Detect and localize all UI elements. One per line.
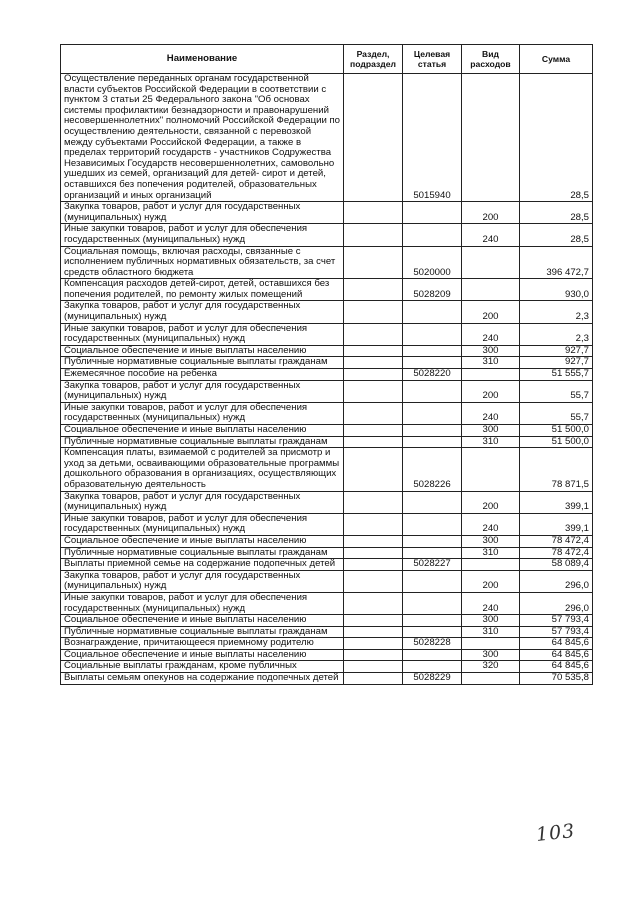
cell-target: 5028209	[403, 279, 462, 301]
cell-section	[344, 592, 403, 614]
cell-target	[403, 323, 462, 345]
cell-target	[403, 491, 462, 513]
table-row	[61, 202, 593, 224]
cell-section	[344, 649, 403, 661]
header-target: Целевая статья	[403, 45, 462, 74]
cell-section	[344, 638, 403, 650]
cell-target	[403, 626, 462, 638]
cell-target	[403, 436, 462, 448]
cell-kind: 200	[462, 202, 520, 224]
cell-kind: 240	[462, 402, 520, 424]
cell-name: Иные закупки товаров, работ и услуг для обеспечения государственных (муниципальных) нужд	[61, 513, 344, 535]
cell-section	[344, 425, 403, 437]
cell-target	[403, 649, 462, 661]
cell-kind: 310	[462, 436, 520, 448]
cell-section	[344, 513, 403, 535]
cell-target	[403, 547, 462, 559]
cell-sum: 28,5	[520, 74, 593, 202]
cell-kind: 300	[462, 649, 520, 661]
cell-target	[403, 425, 462, 437]
cell-section	[344, 673, 403, 685]
cell-section	[344, 345, 403, 357]
cell-target	[403, 402, 462, 424]
table-body	[61, 74, 593, 685]
cell-kind	[462, 369, 520, 381]
table-row	[61, 491, 593, 513]
table-row	[61, 615, 593, 627]
table-row	[61, 301, 593, 323]
cell-section	[344, 626, 403, 638]
cell-section	[344, 570, 403, 592]
cell-name: Социальное обеспечение и иные выплаты населению	[61, 615, 344, 627]
cell-sum: 55,7	[520, 402, 593, 424]
cell-name: Социальное обеспечение и иные выплаты населению	[61, 345, 344, 357]
cell-section	[344, 661, 403, 673]
cell-name: Выплаты приемной семье на содержание подопечных детей	[61, 559, 344, 571]
cell-sum: 78 472,4	[520, 535, 593, 547]
table-row	[61, 345, 593, 357]
table-row	[61, 402, 593, 424]
cell-target: 5028226	[403, 448, 462, 491]
table-row	[61, 74, 593, 202]
cell-sum: 296,0	[520, 570, 593, 592]
cell-name: Закупка товаров, работ и услуг для государственных (муниципальных) нужд	[61, 491, 344, 513]
cell-section	[344, 547, 403, 559]
cell-kind	[462, 559, 520, 571]
cell-section	[344, 369, 403, 381]
cell-sum: 396 472,7	[520, 246, 593, 279]
cell-section	[344, 380, 403, 402]
cell-name: Компенсация платы, взимаемой с родителей за присмотр и уход за детьми, осваивающими образовательные программы дошкольного образования в организациях, осуществляющих образовательную деятельность	[61, 448, 344, 491]
cell-target: 5028228	[403, 638, 462, 650]
cell-target: 5020000	[403, 246, 462, 279]
table-row	[61, 661, 593, 673]
cell-kind: 240	[462, 224, 520, 246]
cell-target	[403, 380, 462, 402]
table-row	[61, 279, 593, 301]
cell-sum: 399,1	[520, 491, 593, 513]
cell-section	[344, 448, 403, 491]
cell-kind	[462, 673, 520, 685]
cell-kind: 200	[462, 380, 520, 402]
header-kind: Вид расходов	[462, 45, 520, 74]
cell-section	[344, 224, 403, 246]
cell-sum: 930,0	[520, 279, 593, 301]
cell-kind: 300	[462, 425, 520, 437]
cell-name: Социальное обеспечение и иные выплаты населению	[61, 535, 344, 547]
cell-sum: 927,7	[520, 345, 593, 357]
table-row	[61, 649, 593, 661]
cell-kind: 240	[462, 513, 520, 535]
table-row	[61, 380, 593, 402]
cell-section	[344, 246, 403, 279]
cell-section	[344, 402, 403, 424]
cell-name: Иные закупки товаров, работ и услуг для обеспечения государственных (муниципальных) нужд	[61, 323, 344, 345]
cell-name: Закупка товаров, работ и услуг для государственных (муниципальных) нужд	[61, 380, 344, 402]
cell-name: Иные закупки товаров, работ и услуг для обеспечения государственных (муниципальных) нужд	[61, 224, 344, 246]
cell-sum: 57 793,4	[520, 626, 593, 638]
cell-target	[403, 592, 462, 614]
cell-name: Социальное обеспечение и иные выплаты населению	[61, 425, 344, 437]
table-row	[61, 357, 593, 369]
cell-kind	[462, 246, 520, 279]
table-row	[61, 369, 593, 381]
cell-kind	[462, 279, 520, 301]
cell-kind: 200	[462, 301, 520, 323]
cell-name: Осуществление переданных органам государственной власти субъектов Российской Федерации в соответствии с пунктом 3 статьи 25 Федерального закона "Об основах системы профилактики безнадзорности и правонарушений несовершеннолетних" полномочий Российской Федерации по осуществлению деятельности, связанной с перевозкой между субъектами Российской Федерации, а также в пределах территорий государств - участников Содружества Независимых Государств несовершеннолетних, самовольно ушедших из семей, организаций для детей- сирот и детей, оставшихся без попечения родителей, образовательных организаций и иных организаций	[61, 74, 344, 202]
table-row	[61, 436, 593, 448]
cell-name: Закупка товаров, работ и услуг для государственных (муниципальных) нужд	[61, 301, 344, 323]
cell-kind: 310	[462, 357, 520, 369]
cell-target: 5028227	[403, 559, 462, 571]
cell-target	[403, 535, 462, 547]
cell-kind	[462, 638, 520, 650]
cell-kind: 310	[462, 547, 520, 559]
cell-name: Публичные нормативные социальные выплаты гражданам	[61, 547, 344, 559]
table-row	[61, 224, 593, 246]
cell-sum: 51 500,0	[520, 425, 593, 437]
cell-kind	[462, 74, 520, 202]
cell-kind: 200	[462, 570, 520, 592]
cell-target	[403, 661, 462, 673]
cell-sum: 2,3	[520, 323, 593, 345]
budget-table	[60, 44, 593, 685]
table-row	[61, 425, 593, 437]
cell-sum: 927,7	[520, 357, 593, 369]
cell-kind: 300	[462, 615, 520, 627]
table-row	[61, 535, 593, 547]
cell-section	[344, 559, 403, 571]
cell-section	[344, 436, 403, 448]
cell-name: Публичные нормативные социальные выплаты гражданам	[61, 436, 344, 448]
cell-target	[403, 301, 462, 323]
cell-kind: 200	[462, 491, 520, 513]
cell-kind: 240	[462, 592, 520, 614]
cell-section	[344, 323, 403, 345]
cell-target	[403, 224, 462, 246]
page-number: 103	[534, 820, 577, 846]
cell-kind: 320	[462, 661, 520, 673]
cell-target	[403, 615, 462, 627]
cell-target: 5028229	[403, 673, 462, 685]
cell-name: Компенсация расходов детей-сирот, детей, оставшихся без попечения родителей, по ремонту жилых помещений	[61, 279, 344, 301]
cell-sum: 28,5	[520, 224, 593, 246]
cell-target: 5028220	[403, 369, 462, 381]
cell-target	[403, 570, 462, 592]
cell-sum: 64 845,6	[520, 638, 593, 650]
cell-section	[344, 301, 403, 323]
cell-sum: 28,5	[520, 202, 593, 224]
cell-name: Социальная помощь, включая расходы, связанные с исполнением публичных нормативных обязательств, за счет средств областного бюджета	[61, 246, 344, 279]
table-row	[61, 638, 593, 650]
header-sum: Сумма	[520, 45, 593, 74]
cell-kind: 300	[462, 345, 520, 357]
cell-sum: 55,7	[520, 380, 593, 402]
cell-name: Вознаграждение, причитающееся приемному родителю	[61, 638, 344, 650]
cell-name: Иные закупки товаров, работ и услуг для обеспечения государственных (муниципальных) нужд	[61, 592, 344, 614]
cell-section	[344, 74, 403, 202]
cell-target	[403, 345, 462, 357]
cell-name: Публичные нормативные социальные выплаты гражданам	[61, 626, 344, 638]
cell-target	[403, 357, 462, 369]
cell-section	[344, 357, 403, 369]
cell-name: Закупка товаров, работ и услуг для государственных (муниципальных) нужд	[61, 202, 344, 224]
cell-name: Социальное обеспечение и иные выплаты населению	[61, 649, 344, 661]
cell-name: Публичные нормативные социальные выплаты гражданам	[61, 357, 344, 369]
cell-name: Закупка товаров, работ и услуг для государственных (муниципальных) нужд	[61, 570, 344, 592]
cell-kind: 300	[462, 535, 520, 547]
cell-section	[344, 535, 403, 547]
cell-target	[403, 202, 462, 224]
table-row	[61, 592, 593, 614]
cell-sum: 78 472,4	[520, 547, 593, 559]
cell-sum: 399,1	[520, 513, 593, 535]
cell-sum: 51 555,7	[520, 369, 593, 381]
cell-sum: 2,3	[520, 301, 593, 323]
cell-kind: 310	[462, 626, 520, 638]
cell-target: 5015940	[403, 74, 462, 202]
header-section: Раздел, подраздел	[344, 45, 403, 74]
cell-sum: 58 089,4	[520, 559, 593, 571]
cell-name: Ежемесячное пособие на ребенка	[61, 369, 344, 381]
table-row	[61, 246, 593, 279]
table-row	[61, 323, 593, 345]
cell-sum: 296,0	[520, 592, 593, 614]
cell-section	[344, 615, 403, 627]
table-row	[61, 570, 593, 592]
cell-sum: 51 500,0	[520, 436, 593, 448]
cell-name: Социальные выплаты гражданам, кроме публичных	[61, 661, 344, 673]
cell-name: Выплаты семьям опекунов на содержание подопечных детей	[61, 673, 344, 685]
cell-section	[344, 202, 403, 224]
table-header-row	[61, 45, 593, 74]
cell-kind	[462, 448, 520, 491]
table-row	[61, 513, 593, 535]
table-row	[61, 626, 593, 638]
table-row	[61, 448, 593, 491]
table-row	[61, 547, 593, 559]
cell-section	[344, 279, 403, 301]
header-name: Наименование	[61, 45, 344, 74]
cell-name: Иные закупки товаров, работ и услуг для обеспечения государственных (муниципальных) нужд	[61, 402, 344, 424]
cell-kind: 240	[462, 323, 520, 345]
cell-section	[344, 491, 403, 513]
table-row	[61, 559, 593, 571]
table-row	[61, 673, 593, 685]
cell-target	[403, 513, 462, 535]
cell-sum: 64 845,6	[520, 661, 593, 673]
cell-sum: 78 871,5	[520, 448, 593, 491]
cell-sum: 57 793,4	[520, 615, 593, 627]
cell-sum: 70 535,8	[520, 673, 593, 685]
cell-sum: 64 845,6	[520, 649, 593, 661]
